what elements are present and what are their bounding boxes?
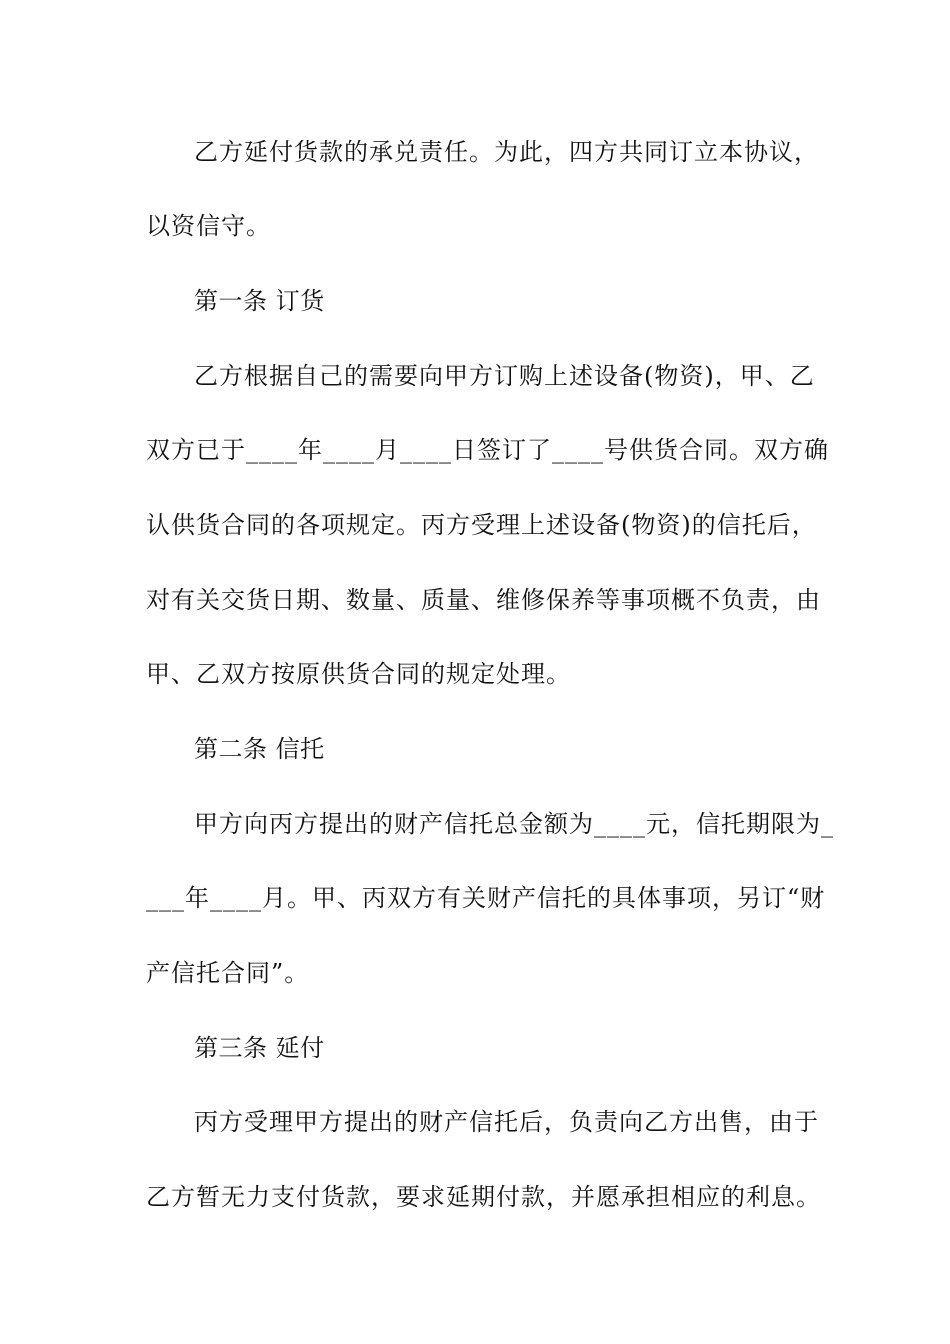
paragraph-line: 乙方根据自己的需要向甲方订购上述设备(物资)，甲、乙	[194, 362, 815, 390]
paragraph-line: 甲方向丙方提出的财产信托总金额为____元，信托期限为_	[194, 810, 834, 838]
paragraph-line: 以资信守。	[146, 212, 271, 240]
article-heading-2: 第二条 信托	[194, 735, 325, 763]
article-heading-1: 第一条 订货	[194, 287, 325, 315]
paragraph-line: 双方已于____年____月____日签订了____号供货合同。双方确	[146, 436, 829, 464]
paragraph-line: 乙方延付货款的承兑责任。为此，四方共同订立本协议，	[194, 138, 819, 166]
paragraph-line: ___年____月。甲、丙双方有关财产信托的具体事项，另订“财	[146, 884, 826, 912]
paragraph-line: 丙方受理甲方提出的财产信托后，负责向乙方出售，由于	[194, 1108, 819, 1136]
paragraph-line: 对有关交货日期、数量、质量、维修保养等事项概不负责，由	[146, 586, 821, 614]
paragraph-line: 产信托合同”。	[146, 959, 310, 987]
paragraph-line: 认供货合同的各项规定。丙方受理上述设备(物资)的信托后，	[146, 511, 817, 539]
paragraph-line: 乙方暂无力支付货款，要求延期付款，并愿承担相应的利息。	[146, 1183, 821, 1211]
paragraph-line: 甲、乙双方按原供货合同的规定处理。	[146, 660, 571, 688]
article-heading-3: 第三条 延付	[194, 1034, 325, 1062]
